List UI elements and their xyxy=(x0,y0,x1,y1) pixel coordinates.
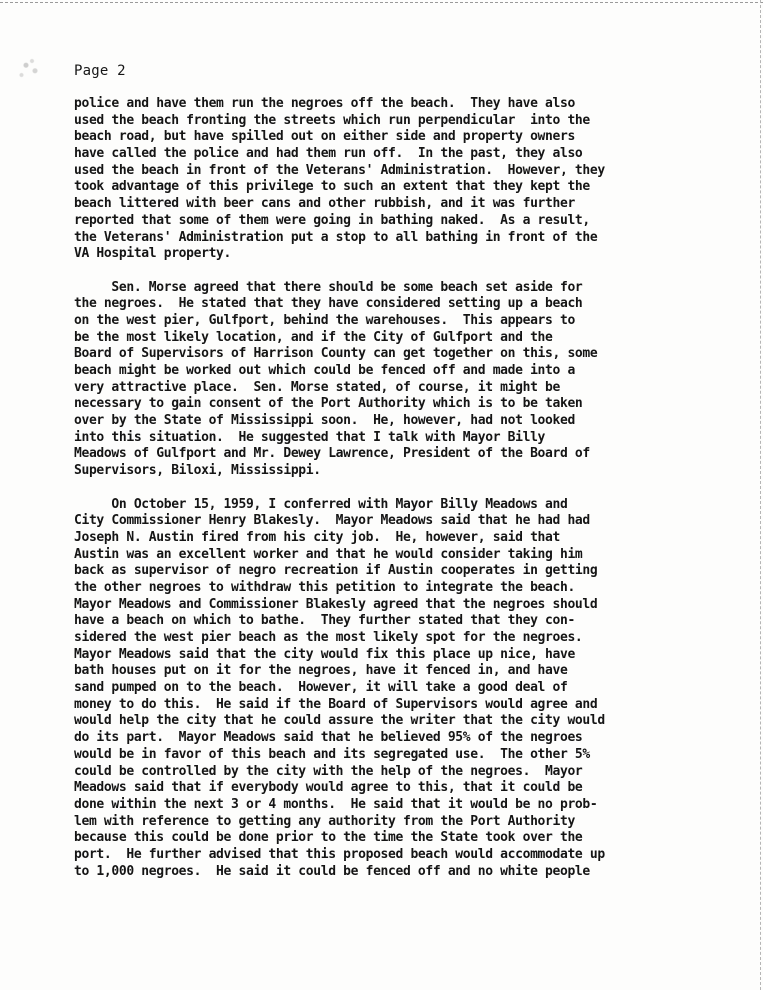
text-line: beach littered with beer cans and other rubbish, and it was further xyxy=(74,196,575,212)
text-line: Austin was an excellent worker and that he would consider taking him xyxy=(74,546,583,562)
text-line: the negroes. He stated that they have considered setting up a beach xyxy=(74,296,583,312)
text-line: reported that some of them were going in bathing naked. As a result, xyxy=(74,212,590,228)
text-line: used the beach in front of the Veterans' Administration. However, they xyxy=(74,162,605,178)
paragraph-1 xyxy=(74,96,714,263)
text-line: necessary to gain consent of the Port Authority which is to be taken xyxy=(74,396,583,412)
text-line: the Veterans' Administration put a stop to all bathing in front of the xyxy=(74,229,598,245)
paragraph-spacer xyxy=(74,263,714,280)
text-line: took advantage of this privilege to such an extent that they kept the xyxy=(74,179,590,195)
text-line: because this could be done prior to the time the State took over the xyxy=(74,830,583,846)
text-line: sand pumped on to the beach. However, it will take a good deal of xyxy=(74,680,568,696)
text-line: On October 15, 1959, I conferred with Mayor Billy Meadows and xyxy=(74,496,568,512)
page-number-label: Page 2 xyxy=(74,63,126,79)
text-line: police and have them run the negroes off the beach. They have also xyxy=(74,96,575,111)
text-line: port. He further advised that this proposed beach would accommodate up xyxy=(74,846,605,862)
text-line: on the west pier, Gulfport, behind the warehouses. This appears to xyxy=(74,312,575,328)
text-line: into this situation. He suggested that I talk with Mayor Billy xyxy=(74,429,546,445)
text-line: bath houses put on it for the negroes, have it fenced in, and have xyxy=(74,663,568,679)
text-line: Supervisors, Biloxi, Mississippi. xyxy=(74,463,321,479)
text-line: sidered the west pier beach as the most likely spot for the negroes. xyxy=(74,630,583,645)
text-line: City Commissioner Henry Blakesly. Mayor Meadows said that he had had xyxy=(74,513,590,529)
document-body xyxy=(74,96,714,880)
text-line: Meadows of Gulfport and Mr. Dewey Lawrence, President of the Board of xyxy=(74,446,590,462)
paragraph-spacer xyxy=(74,480,714,497)
text-line: used the beach fronting the streets which run perpendicular into the xyxy=(74,112,590,128)
text-line: beach might be worked out which could be fenced off and made into a xyxy=(74,363,575,378)
text-line: have called the police and had them run off. In the past, they also xyxy=(74,146,583,162)
text-line: Meadows said that if everybody would agree to this, that it could be xyxy=(74,780,583,796)
text-line: would be in favor of this beach and its segregated use. The other 5% xyxy=(74,746,590,762)
text-line: would help the city that he could assure the writer that the city would xyxy=(74,713,605,729)
text-line: Sen. Morse agreed that there should be some beach set aside for xyxy=(74,279,583,295)
text-line: to 1,000 negroes. He said it could be fenced off and no white people xyxy=(74,863,590,879)
text-line: VA Hospital property. xyxy=(74,246,232,262)
text-line: could be controlled by the city with the help of the negroes. Mayor xyxy=(74,763,583,779)
text-line: money to do this. He said if the Board of Supervisors would agree and xyxy=(74,696,598,712)
text-line: back as supervisor of negro recreation if Austin cooperates in getting xyxy=(74,563,598,579)
text-line: be the most likely location, and if the City of Gulfport and the xyxy=(74,329,553,345)
text-line: done within the next 3 or 4 months. He said that it would be no prob- xyxy=(74,796,598,812)
text-line: Board of Supervisors of Harrison County can get together on this, some xyxy=(74,346,598,362)
page-right-border xyxy=(760,0,761,990)
text-line: Mayor Meadows and Commissioner Blakesly agreed that the negroes should xyxy=(74,596,598,612)
text-line: Mayor Meadows said that the city would fix this place up nice, have xyxy=(74,646,575,662)
text-line: very attractive place. Sen. Morse stated, of course, it might be xyxy=(74,379,560,395)
text-line: Joseph N. Austin fired from his city job. He, however, said that xyxy=(74,529,560,545)
text-line: lem with reference to getting any authority from the Port Authority xyxy=(74,813,575,829)
text-line: beach road, but have spilled out on either side and property owners xyxy=(74,129,575,145)
text-line: over by the State of Mississippi soon. He, however, had not looked xyxy=(74,413,575,429)
margin-smudge-mark xyxy=(14,54,44,82)
text-line: the other negroes to withdraw this petition to integrate the beach. xyxy=(74,579,575,595)
paragraph-2 xyxy=(74,280,714,480)
text-line: do its part. Mayor Meadows said that he believed 95% of the negroes xyxy=(74,730,583,746)
paragraph-3 xyxy=(74,497,714,881)
text-line: have a beach on which to bathe. They further stated that they con- xyxy=(74,613,575,629)
page-top-border xyxy=(0,2,763,3)
